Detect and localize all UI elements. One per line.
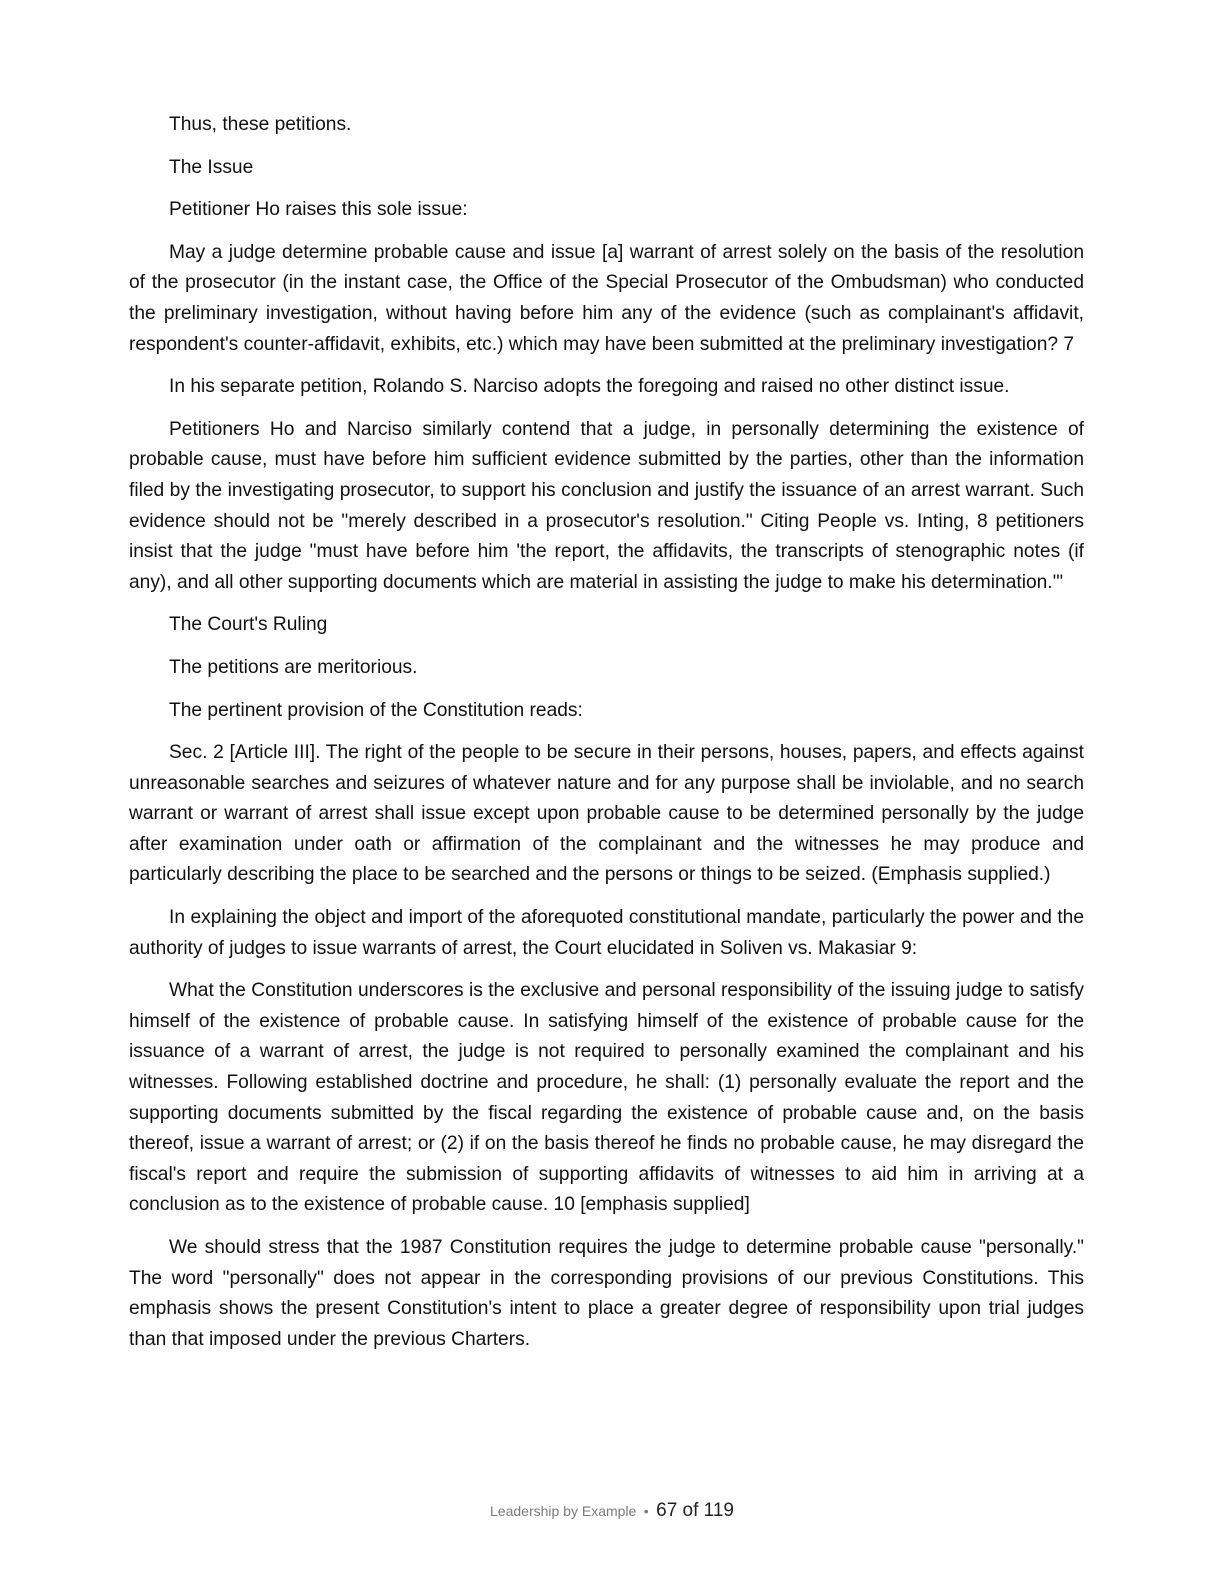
paragraph: The pertinent provision of the Constitution reads: [169, 699, 583, 721]
footer-title: Leadership by Example [490, 1503, 637, 1519]
section-heading-issue: The Issue [169, 156, 254, 178]
paragraph: In explaining the object and import of the aforequoted constitutional mandate, particularly the power and the authority of judges to issue warrants of arrest, the Court elucidated in Soliven vs. Makasiar 9: [129, 907, 1084, 959]
page-number: 67 of 119 [656, 1500, 734, 1521]
paragraph: Petitioner Ho raises this sole issue: [169, 199, 468, 221]
footer-bullet: • [643, 1503, 649, 1519]
paragraph: Thus, these petitions. [169, 114, 352, 135]
quoted-issue-paragraph: May a judge determine probable cause and issue [a] warrant of arrest solely on the basis of the resolution of the prosecutor (in the instant case, the Office of the Special Prosecutor of the Ombudsman) who conducted the preliminary investigation, without having before him any of the evidence (such as complainant's affidavit, respondent's counter-affidavit, exhibits, etc.) which may have been submitted at the preliminary investigation? 7 [129, 241, 1084, 355]
paragraph: Petitioners Ho and Narciso similarly contend that a judge, in personally determining the existence of probable cause, must have before him sufficient evidence submitted by the parties, other than the information filed by the investigating prosecutor, to support his conclusion and justify the issuance of an arrest warrant. Such evidence should not be "merely described in a prosecutor's resolution." Citing People vs. Inting, 8 petitioners insist that the judge "must have before him 'the report, the affidavits, the transcripts of stenographic notes (if any), and all other supporting documents which are material in assisting the judge to make his determination.'" [129, 418, 1084, 593]
page-footer [0, 1500, 1224, 1522]
constitution-quote-paragraph: Sec. 2 [Article III]. The right of the people to be secure in their persons, houses, papers, and effects against unreasonable searches and seizures of whatever nature and for any purpose shall be inviolable, and no search warrant or warrant of arrest shall issue except upon probable cause to be determined personally by the judge after examination under oath or affirmation of the complainant and the witnesses he may produce and particularly describing the place to be searched and the persons or things to be seized. (Emphasis supplied.) [129, 742, 1084, 886]
section-heading-ruling: The Court's Ruling [169, 614, 328, 636]
paragraph: In his separate petition, Rolando S. Narciso adopts the foregoing and raised no other distinct issue. [169, 376, 1010, 398]
paragraph: The petitions are meritorious. [169, 656, 418, 678]
document-body [129, 110, 1084, 1367]
case-quote-paragraph: What the Constitution underscores is the exclusive and personal responsibility of the issuing judge to satisfy himself of the existence of probable cause. In satisfying himself of the existence of probable cause for the issuance of a warrant of arrest, the judge is not required to personally examined the complainant and his witnesses. Following established doctrine and procedure, he shall: (1) personally evaluate the report and the supporting documents submitted by the fiscal regarding the existence of probable cause and, on the basis thereof, issue a warrant of arrest; or (2) if on the basis thereof he finds no probable cause, he may disregard the fiscal's report and require the submission of supporting affidavits of witnesses to aid him in arriving at a conclusion as to the existence of probable cause. 10 [emphasis supplied] [129, 980, 1084, 1216]
paragraph: We should stress that the 1987 Constitution requires the judge to determine probable cause "personally." The word "personally" does not appear in the corresponding provisions of our previous Constitutions. This emphasis shows the present Constitution's intent to place a greater degree of responsibility upon trial judges than that imposed under the previous Charters. [129, 1237, 1084, 1350]
